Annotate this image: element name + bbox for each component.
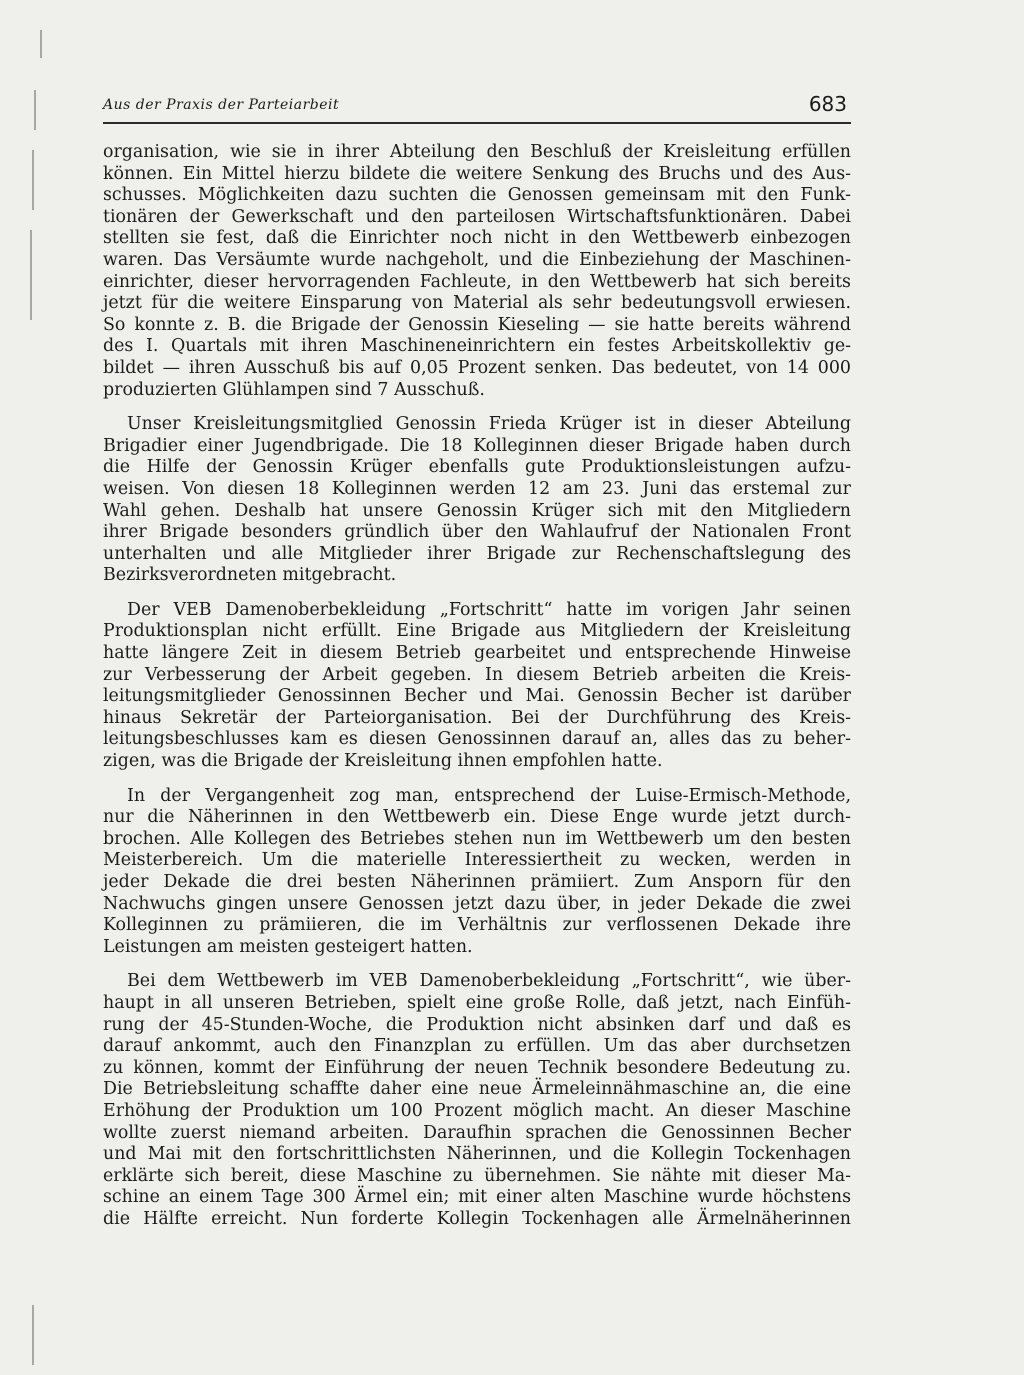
margin-scan-marks (26, 0, 56, 1375)
text-line: organisation, wie sie in ihrer Abteilung den Beschluß der Kreisleitung erfüllen (103, 142, 851, 162)
text-line: zur Verbesserung der Arbeit gegeben. In diesem Betrieb arbeiten die Kreis- (103, 664, 851, 685)
text-line: Kolleginnen zu prämiieren, die im Verhältnis zur verflossenen Dekade ihre (103, 915, 851, 936)
text-line: des I. Quartals mit ihren Maschineneinrichtern ein festes Arbeitskollektiv ge- (103, 336, 851, 357)
text-line: die Hälfte erreicht. Nun forderte Kollegin Tockenhagen alle Ärmelnäherinnen (103, 1208, 851, 1229)
text-line: brochen. Alle Kollegen des Betriebes stehen nun im Wettbewerb um den besten (103, 828, 851, 849)
text-line: zu können, kommt der Einführung der neuen Technik besondere Bedeutung zu. (103, 1057, 851, 1078)
text-line: Der VEB Damenoberbekleidung „Fortschritt“ hatte im vorigen Jahr seinen (127, 599, 851, 620)
text-line: Produktionsplan nicht erfüllt. Eine Brigade aus Mitgliedern der Kreisleitung (103, 621, 851, 642)
scan-mark (34, 90, 36, 130)
paragraph-5 (103, 971, 851, 1230)
text-line: bildet — ihren Ausschuß bis auf 0,05 Prozent senken. Das bedeutet, von 14 000 (103, 357, 851, 378)
text-line: wollte zuerst niemand arbeiten. Daraufhin sprachen die Genossinnen Becher (103, 1122, 851, 1143)
text-line: stellten sie fest, daß die Einrichter noch nicht in den Wettbewerb einbezogen (103, 228, 851, 249)
text-line: tionären der Gewerkschaft und den parteilosen Wirtschaftsfunktionären. Dabei (103, 206, 851, 227)
text-line: So konnte z. B. die Brigade der Genossin Kieseling — sie hatte bereits während (103, 314, 851, 335)
paragraph-2 (103, 414, 851, 587)
text-line: hatte längere Zeit in diesem Betrieb gearbeitet und entsprechende Hinweise (103, 643, 851, 664)
running-title: Aus der Praxis der Parteiarbeit (103, 97, 340, 113)
text-line: weisen. Von diesen 18 Kolleginnen werden 12 am 23. Juni das erstemal zur (103, 478, 851, 499)
text-line: hinaus Sekretär der Parteiorganisation. Bei der Durchführung des Kreis- (103, 707, 851, 728)
text-line: einrichter, dieser hervorragenden Fachleute, in den Wettbewerb hat sich bereits (103, 271, 851, 292)
body-text (103, 142, 851, 1231)
text-line: In der Vergangenheit zog man, entsprechend der Luise-Ermisch-Methode, (127, 785, 851, 806)
text-line: jeder Dekade die drei besten Näherinnen prämiiert. Zum Ansporn für den (103, 872, 851, 892)
text-line: Unser Kreisleitungsmitglied Genossin Frieda Krüger ist in dieser Abteilung (127, 414, 851, 435)
text-line: waren. Das Versäumte wurde nachgeholt, und die Einbeziehung der Maschinen- (103, 249, 851, 270)
scan-mark (32, 150, 34, 210)
text-line: schusses. Möglichkeiten dazu suchten die Genossen gemeinsam mit den Funk- (103, 185, 851, 206)
text-line: leitungsmitglieder Genossinnen Becher und Mai. Genossin Becher ist darüber (103, 686, 851, 707)
text-line: nur die Näherinnen in den Wettbewerb ein. Diese Enge wurde jetzt durch- (103, 807, 851, 828)
text-line: haupt in all unseren Betrieben, spielt eine große Rolle, daß jetzt, nach Einfüh- (103, 992, 851, 1013)
paragraph-1 (103, 142, 851, 401)
text-line: Nachwuchs gingen unsere Genossen jetzt dazu über, in jeder Dekade die zwei (103, 893, 851, 914)
text-line: rung der 45-Stunden-Woche, die Produktion nicht absinken darf und daß es (103, 1014, 851, 1035)
text-line: Erhöhung der Produktion um 100 Prozent möglich macht. An dieser Maschine (103, 1100, 851, 1121)
page-number: 683 (808, 92, 847, 116)
text-line: Bei dem Wettbewerb im VEB Damenoberbekleidung „Fortschritt“, wie über- (127, 971, 851, 992)
text-line: Bezirksverordneten mitgebracht. (103, 565, 397, 586)
text-line: erklärte sich bereit, diese Maschine zu übernehmen. Sie nähte mit dieser Ma- (103, 1165, 851, 1186)
text-line: können. Ein Mittel hierzu bildete die weitere Senkung des Bruchs und des Aus- (103, 163, 851, 184)
paragraph-4 (103, 786, 851, 959)
text-line: die Hilfe der Genossin Krüger ebenfalls gute Produktionsleistungen aufzu- (103, 457, 851, 478)
text-line: schine an einem Tage 300 Ärmel ein; mit einer alten Maschine wurde höchstens (103, 1187, 851, 1208)
text-line: Brigadier einer Jugendbrigade. Die 18 Kolleginnen dieser Brigade haben durch (103, 435, 851, 456)
text-line: produzierten Glühlampen sind 7 Ausschuß. (103, 379, 485, 400)
text-line: jetzt für die weitere Einsparung von Material als sehr bedeutungsvoll erwiesen. (103, 293, 851, 314)
page-header (103, 86, 851, 124)
text-line: Die Betriebsleitung schaffte daher eine neue Ärmeleinnähmaschine an, die eine (103, 1079, 851, 1100)
text-line: Wahl gehen. Deshalb hat unsere Genossin Krüger sich mit den Mitgliedern (103, 500, 851, 521)
text-line: zigen, was die Brigade der Kreisleitung ihnen empfohlen hatte. (103, 751, 663, 772)
text-line: unterhalten und alle Mitglieder ihrer Brigade zur Rechenschaftslegung des (103, 543, 851, 564)
text-line: leitungsbeschlusses kam es diesen Genossinnen darauf an, alles das zu beher- (103, 729, 851, 750)
text-line: Meisterbereich. Um die materielle Interessiertheit zu wecken, werden in (103, 850, 851, 871)
text-line: ihrer Brigade besonders gründlich über den Wahlaufruf der Nationalen Front (103, 522, 851, 543)
text-line: und Mai mit den fortschrittlichsten Näherinnen, und die Kollegin Tockenhagen (103, 1144, 851, 1165)
text-line: Leistungen am meisten gesteigert hatten. (103, 936, 473, 957)
scan-mark (32, 1305, 34, 1365)
text-line: darauf ankommt, auch den Finanzplan zu erfüllen. Um das aber durchsetzen (103, 1036, 851, 1057)
scan-mark (30, 230, 32, 320)
scan-mark (40, 30, 42, 58)
paragraph-3 (103, 600, 851, 773)
